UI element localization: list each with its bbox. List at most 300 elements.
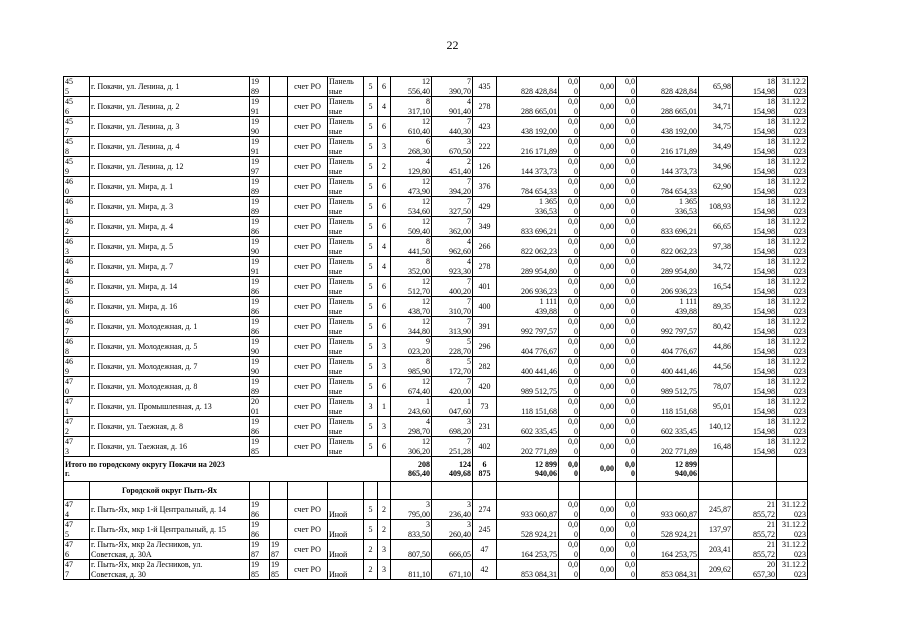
deadline-cell: 31.12.2 023 [777,317,808,337]
regional-funds-cell: 0,00 [580,257,616,277]
residents-cell: 435 [473,77,497,97]
year-commissioned-cell [270,417,288,437]
fund-account-cell: счет РО [288,297,328,317]
max-unit-cost-cell: 21 855,72 [733,500,777,520]
unit-cost-cell: 95,01 [699,397,733,417]
regional-funds-cell: 0,00 [580,217,616,237]
fund-account-cell: счет РО [288,177,328,197]
address-cell: г. Покачи, ул. Молодежная, д. 7 [90,357,250,377]
living-area-cell: 3 698,20 [432,417,473,437]
total-cost-cell: 289 954,80 [497,257,559,277]
max-unit-cost-cell: 18 154,98 [733,337,777,357]
row-number: 45 8 [64,137,90,157]
wall-material-cell: Иной [328,500,364,520]
federal-funds-cell: 0,0 0 [559,317,580,337]
regional-funds-cell: 0,00 [580,77,616,97]
fund-account-cell: счет РО [288,317,328,337]
max-unit-cost-cell: 18 154,98 [733,237,777,257]
total-cost-cell: 989 512,75 [497,377,559,397]
floors-cell: 5 [364,437,378,457]
total-cost-cell: 438 192,00 [497,117,559,137]
total-cost-cell: 528 924,21 [497,520,559,540]
table-row [64,157,808,177]
owner-funds-cell: 602 335,45 [637,417,699,437]
living-area-cell: 4 901,40 [432,97,473,117]
owner-funds-cell: 164 253,75 [637,540,699,560]
row-number: 46 5 [64,277,90,297]
total-cost-cell: 992 797,57 [497,317,559,337]
residents-cell: 429 [473,197,497,217]
federal-funds-cell: 0,0 0 [559,357,580,377]
max-unit-cost-cell: 18 154,98 [733,277,777,297]
local-funds-cell: 0,0 0 [616,397,637,417]
total-area-cell: 4 298,70 [391,417,432,437]
table-row [64,77,808,97]
entrances-cell: 2 [378,520,391,540]
entrances-cell: 6 [378,217,391,237]
floors-cell: 5 [364,237,378,257]
regional-funds-cell: 0,00 [580,377,616,397]
living-area-cell: 7 313,90 [432,317,473,337]
section-empty-cell [616,482,637,500]
living-area-cell: 3 236,40 [432,500,473,520]
row-number: 46 6 [64,297,90,317]
table-row [64,560,808,580]
floors-cell: 5 [364,177,378,197]
table-row [64,397,808,417]
federal-funds-cell: 0,0 0 [559,397,580,417]
year-built-cell: 19 91 [250,97,270,117]
address-cell: г. Покачи, ул. Мира, д. 5 [90,237,250,257]
section-empty-cell [270,482,288,500]
federal-funds-cell: 0,0 0 [559,157,580,177]
entrances-cell: 6 [378,297,391,317]
max-unit-cost-cell: 18 154,98 [733,157,777,177]
fund-account-cell: счет РО [288,540,328,560]
owner-funds-cell: 1 111 439,88 [637,297,699,317]
local-funds-cell: 0,0 0 [616,137,637,157]
owner-funds-cell: 404 776,67 [637,337,699,357]
unit-cost-cell: 89,35 [699,297,733,317]
total-empty-2 [733,457,777,482]
table-row [64,137,808,157]
fund-account-cell: счет РО [288,337,328,357]
year-built-cell: 19 90 [250,117,270,137]
address-cell: г. Покачи, ул. Мира, д. 4 [90,217,250,237]
floors-cell: 5 [364,297,378,317]
address-cell: г. Пыть-Ях, мкр 2а Лесников, ул. Советская, д. 30 [90,560,250,580]
wall-material-cell: Иной [328,560,364,580]
unit-cost-cell: 66,65 [699,217,733,237]
residents-cell: 231 [473,417,497,437]
total-area-cell: 12 438,70 [391,297,432,317]
address-cell: г. Покачи, ул. Ленина, д. 4 [90,137,250,157]
row-number: 47 2 [64,417,90,437]
entrances-cell: 2 [378,157,391,177]
deadline-cell: 31.12.2 023 [777,177,808,197]
unit-cost-cell: 16,48 [699,437,733,457]
year-built-cell: 19 89 [250,177,270,197]
regional-funds-cell: 0,00 [580,277,616,297]
deadline-cell: 31.12.2 023 [777,97,808,117]
living-area-cell: 7 394,20 [432,177,473,197]
total-area-cell: 8 985,90 [391,357,432,377]
floors-cell: 5 [364,217,378,237]
year-commissioned-cell [270,317,288,337]
federal-funds-cell: 0,0 0 [559,520,580,540]
owner-funds-cell: 933 060,87 [637,500,699,520]
total-area-cell: 12 473,90 [391,177,432,197]
row-number: 47 7 [64,560,90,580]
regional-funds-cell: 0,00 [580,197,616,217]
floors-cell: 3 [364,397,378,417]
local-funds-cell: 0,0 0 [616,520,637,540]
max-unit-cost-cell: 18 154,98 [733,177,777,197]
row-number: 46 2 [64,217,90,237]
residents-cell: 222 [473,137,497,157]
regional-funds-cell: 0,00 [580,297,616,317]
total-cost-cell: 202 771,89 [497,437,559,457]
row-number: 45 6 [64,97,90,117]
total-cost-cell: 12 899 940,06 [497,457,559,482]
max-unit-cost-cell: 20 657,30 [733,560,777,580]
deadline-cell: 31.12.2 023 [777,77,808,97]
deadline-cell: 31.12.2 023 [777,237,808,257]
year-commissioned-cell [270,237,288,257]
local-funds-cell: 0,0 0 [616,257,637,277]
regional-funds-cell: 0,00 [580,500,616,520]
wall-material-cell: Панель ные [328,417,364,437]
residents-cell: 278 [473,97,497,117]
living-area-cell: 2 451,40 [432,157,473,177]
deadline-cell: 31.12.2 023 [777,540,808,560]
total-area-cell: 12 534,60 [391,197,432,217]
page-number: 22 [446,38,459,52]
federal-funds-cell: 0,0 0 [559,297,580,317]
total-cost-cell: 828 428,84 [497,77,559,97]
wall-material-cell: Панель ные [328,437,364,457]
total-living-area-cell: 124 409,68 [432,457,473,482]
section-empty-cell [637,482,699,500]
row-number: 46 1 [64,197,90,217]
total-area-cell: 4 129,80 [391,157,432,177]
entrances-cell: 3 [378,560,391,580]
table-row [64,177,808,197]
federal-funds-cell: 0,0 0 [559,177,580,197]
regional-funds-cell: 0,00 [580,560,616,580]
year-commissioned-cell [270,500,288,520]
wall-material-cell: Панель ные [328,257,364,277]
total-cost-cell: 822 062,23 [497,237,559,257]
year-built-cell: 19 89 [250,77,270,97]
floors-cell: 5 [364,257,378,277]
table-row [64,417,808,437]
year-built-cell: 19 85 [250,437,270,457]
residents-cell: 423 [473,117,497,137]
federal-funds-cell: 0,0 0 [559,137,580,157]
section-empty-cell [328,482,364,500]
local-funds-cell: 0,0 0 [616,417,637,437]
fund-account-cell: счет РО [288,377,328,397]
section-empty-cell [733,482,777,500]
floors-cell: 5 [364,337,378,357]
residents-cell: 42 [473,560,497,580]
deadline-cell: 31.12.2 023 [777,417,808,437]
total-area-cell: 807,50 [391,540,432,560]
total-cost-cell: 144 373,73 [497,157,559,177]
floors-cell: 5 [364,77,378,97]
max-unit-cost-cell: 21 855,72 [733,540,777,560]
wall-material-cell: Панель ные [328,157,364,177]
fund-account-cell: счет РО [288,217,328,237]
fund-account-cell: счет РО [288,500,328,520]
wall-material-cell: Панель ные [328,97,364,117]
regional-funds-cell: 0,00 [580,157,616,177]
entrances-cell: 3 [378,357,391,377]
year-commissioned-cell [270,137,288,157]
max-unit-cost-cell: 18 154,98 [733,197,777,217]
row-number: 47 6 [64,540,90,560]
federal-funds-cell: 0,0 0 [559,117,580,137]
owner-funds-cell: 206 936,23 [637,277,699,297]
federal-funds-cell: 0,0 0 [559,77,580,97]
deadline-cell: 31.12.2 023 [777,560,808,580]
residents-cell: 401 [473,277,497,297]
year-commissioned-cell [270,157,288,177]
deadline-cell: 31.12.2 023 [777,520,808,540]
residents-cell: 278 [473,257,497,277]
total-residents-cell: 6 875 [473,457,497,482]
registry-rows [64,77,808,580]
federal-funds-cell: 0,0 0 [559,257,580,277]
fund-account-cell: счет РО [288,357,328,377]
owner-funds-cell: 992 797,57 [637,317,699,337]
address-cell: г. Покачи, ул. Ленина, д. 1 [90,77,250,97]
entrances-cell: 4 [378,237,391,257]
total-cost-cell: 118 151,68 [497,397,559,417]
fund-account-cell: счет РО [288,237,328,257]
year-built-cell: 19 89 [250,197,270,217]
floors-cell: 5 [364,277,378,297]
unit-cost-cell: 44,56 [699,357,733,377]
unit-cost-cell: 34,96 [699,157,733,177]
unit-cost-cell: 34,71 [699,97,733,117]
fund-account-cell: счет РО [288,137,328,157]
total-area-cell: 8 441,50 [391,237,432,257]
regional-funds-cell: 0,00 [580,317,616,337]
total-cost-cell: 1 111 439,88 [497,297,559,317]
table-row [64,540,808,560]
floors-cell: 5 [364,117,378,137]
year-built-cell: 19 90 [250,237,270,257]
deadline-cell: 31.12.2 023 [777,397,808,417]
total-area-cell: 12 610,40 [391,117,432,137]
address-cell: г. Покачи, ул. Мира, д. 14 [90,277,250,297]
living-area-cell: 3 260,40 [432,520,473,540]
unit-cost-cell: 80,42 [699,317,733,337]
entrances-cell: 3 [378,137,391,157]
year-built-cell: 19 86 [250,500,270,520]
year-built-cell: 19 86 [250,277,270,297]
living-area-cell: 7 362,00 [432,217,473,237]
living-area-cell: 7 251,28 [432,437,473,457]
table-row [64,277,808,297]
wall-material-cell: Панель ные [328,297,364,317]
section-empty-cell [777,482,808,500]
floors-cell: 5 [364,157,378,177]
total-area-cell: 1 243,60 [391,397,432,417]
year-built-cell: 19 86 [250,317,270,337]
floors-cell: 5 [364,317,378,337]
year-built-cell: 19 86 [250,217,270,237]
housing-registry-table [63,76,808,580]
row-number: 46 3 [64,237,90,257]
year-commissioned-cell [270,357,288,377]
owner-funds-cell: 400 441,46 [637,357,699,377]
total-area-cell: 8 317,10 [391,97,432,117]
unit-cost-cell: 108,93 [699,197,733,217]
floors-cell: 5 [364,520,378,540]
local-funds-cell: 0,0 0 [616,560,637,580]
local-funds-cell: 0,0 0 [616,377,637,397]
row-number: 46 0 [64,177,90,197]
row-number: 47 1 [64,397,90,417]
residents-cell: 420 [473,377,497,397]
owner-funds-cell: 118 151,68 [637,397,699,417]
entrances-cell: 6 [378,197,391,217]
floors-cell: 5 [364,197,378,217]
total-label: Итого по городскому округу Покачи на 2023 г. [64,457,391,482]
living-area-cell: 7 420,00 [432,377,473,397]
total-area-cell: 12 512,70 [391,277,432,297]
table-row [64,117,808,137]
max-unit-cost-cell: 18 154,98 [733,257,777,277]
total-cost-cell: 216 171,89 [497,137,559,157]
address-cell: г. Покачи, ул. Мира, д. 3 [90,197,250,217]
total-area-cell: 8 352,00 [391,257,432,277]
total-area-cell: 12 344,80 [391,317,432,337]
table-row [64,237,808,257]
owner-funds-cell: 822 062,23 [637,237,699,257]
total-empty-3 [777,457,808,482]
federal-funds-cell: 0,0 0 [559,277,580,297]
row-number: 47 5 [64,520,90,540]
total-cost-cell: 164 253,75 [497,540,559,560]
max-unit-cost-cell: 18 154,98 [733,77,777,97]
living-area-cell: 4 962,60 [432,237,473,257]
address-cell: г. Пыть-Ях, мкр 2а Лесников, ул. Советская, д. 30А [90,540,250,560]
year-built-cell: 19 86 [250,417,270,437]
address-cell: г. Покачи, ул. Мира, д. 1 [90,177,250,197]
residents-cell: 402 [473,437,497,457]
year-built-cell: 19 85 [250,560,270,580]
total-area-cell: 3 833,50 [391,520,432,540]
deadline-cell: 31.12.2 023 [777,217,808,237]
deadline-cell: 31.12.2 023 [777,137,808,157]
entrances-cell: 4 [378,257,391,277]
section-empty-cell [699,482,733,500]
max-unit-cost-cell: 18 154,98 [733,137,777,157]
unit-cost-cell: 65,98 [699,77,733,97]
fund-account-cell: счет РО [288,397,328,417]
owner-funds-cell: 853 084,31 [637,560,699,580]
section-empty-cell [473,482,497,500]
owner-funds-cell: 144 373,73 [637,157,699,177]
regional-funds-cell: 0,00 [580,417,616,437]
residents-cell: 391 [473,317,497,337]
year-built-cell: 20 01 [250,397,270,417]
table-row [64,197,808,217]
wall-material-cell: Панель ные [328,357,364,377]
federal-funds-cell: 0,0 0 [559,337,580,357]
year-commissioned-cell [270,97,288,117]
residents-cell: 282 [473,357,497,377]
fund-account-cell: счет РО [288,437,328,457]
residents-cell: 296 [473,337,497,357]
regional-funds-cell: 0,00 [580,540,616,560]
address-cell: г. Покачи, ул. Таежная, д. 8 [90,417,250,437]
row-number: 45 7 [64,117,90,137]
wall-material-cell: Панель ные [328,217,364,237]
max-unit-cost-cell: 18 154,98 [733,217,777,237]
total-cost-cell: 288 665,01 [497,97,559,117]
residents-cell: 73 [473,397,497,417]
row-number: 47 3 [64,437,90,457]
year-built-cell: 19 86 [250,520,270,540]
address-cell: г. Покачи, ул. Мира, д. 16 [90,297,250,317]
total-area-cell: 3 795,00 [391,500,432,520]
fund-account-cell: счет РО [288,117,328,137]
table-row [64,357,808,377]
local-funds-cell: 0,0 0 [616,297,637,317]
year-commissioned-cell [270,217,288,237]
total-cost-cell: 206 936,23 [497,277,559,297]
regional-funds-cell: 0,00 [580,337,616,357]
residents-cell: 47 [473,540,497,560]
regional-funds-cell: 0,00 [580,117,616,137]
year-commissioned-cell [270,77,288,97]
entrances-cell: 6 [378,277,391,297]
federal-funds-cell: 0,0 0 [559,540,580,560]
year-commissioned-cell [270,177,288,197]
regional-funds-cell: 0,00 [580,137,616,157]
table-row [64,317,808,337]
federal-funds-cell: 0,0 0 [559,97,580,117]
residents-cell: 274 [473,500,497,520]
floors-cell: 5 [364,500,378,520]
wall-material-cell: Панель ные [328,237,364,257]
total-cost-cell: 833 696,21 [497,217,559,237]
year-built-cell: 19 87 [250,540,270,560]
deadline-cell: 31.12.2 023 [777,297,808,317]
address-cell: г. Покачи, ул. Молодежная, д. 1 [90,317,250,337]
year-built-cell: 19 91 [250,257,270,277]
address-cell: г. Покачи, ул. Мира, д. 7 [90,257,250,277]
table-row [64,520,808,540]
wall-material-cell: Панель ные [328,137,364,157]
row-number: 46 8 [64,337,90,357]
wall-material-cell: Панель ные [328,197,364,217]
unit-cost-cell: 34,49 [699,137,733,157]
section-empty-cell [391,482,432,500]
unit-cost-cell: 97,38 [699,237,733,257]
total-local-cell: 0,0 0 [616,457,637,482]
local-funds-cell: 0,0 0 [616,317,637,337]
entrances-cell: 2 [378,500,391,520]
total-area-cell: 208 865,40 [391,457,432,482]
address-cell: г. Покачи, ул. Молодежная, д. 8 [90,377,250,397]
wall-material-cell: Панель ные [328,317,364,337]
